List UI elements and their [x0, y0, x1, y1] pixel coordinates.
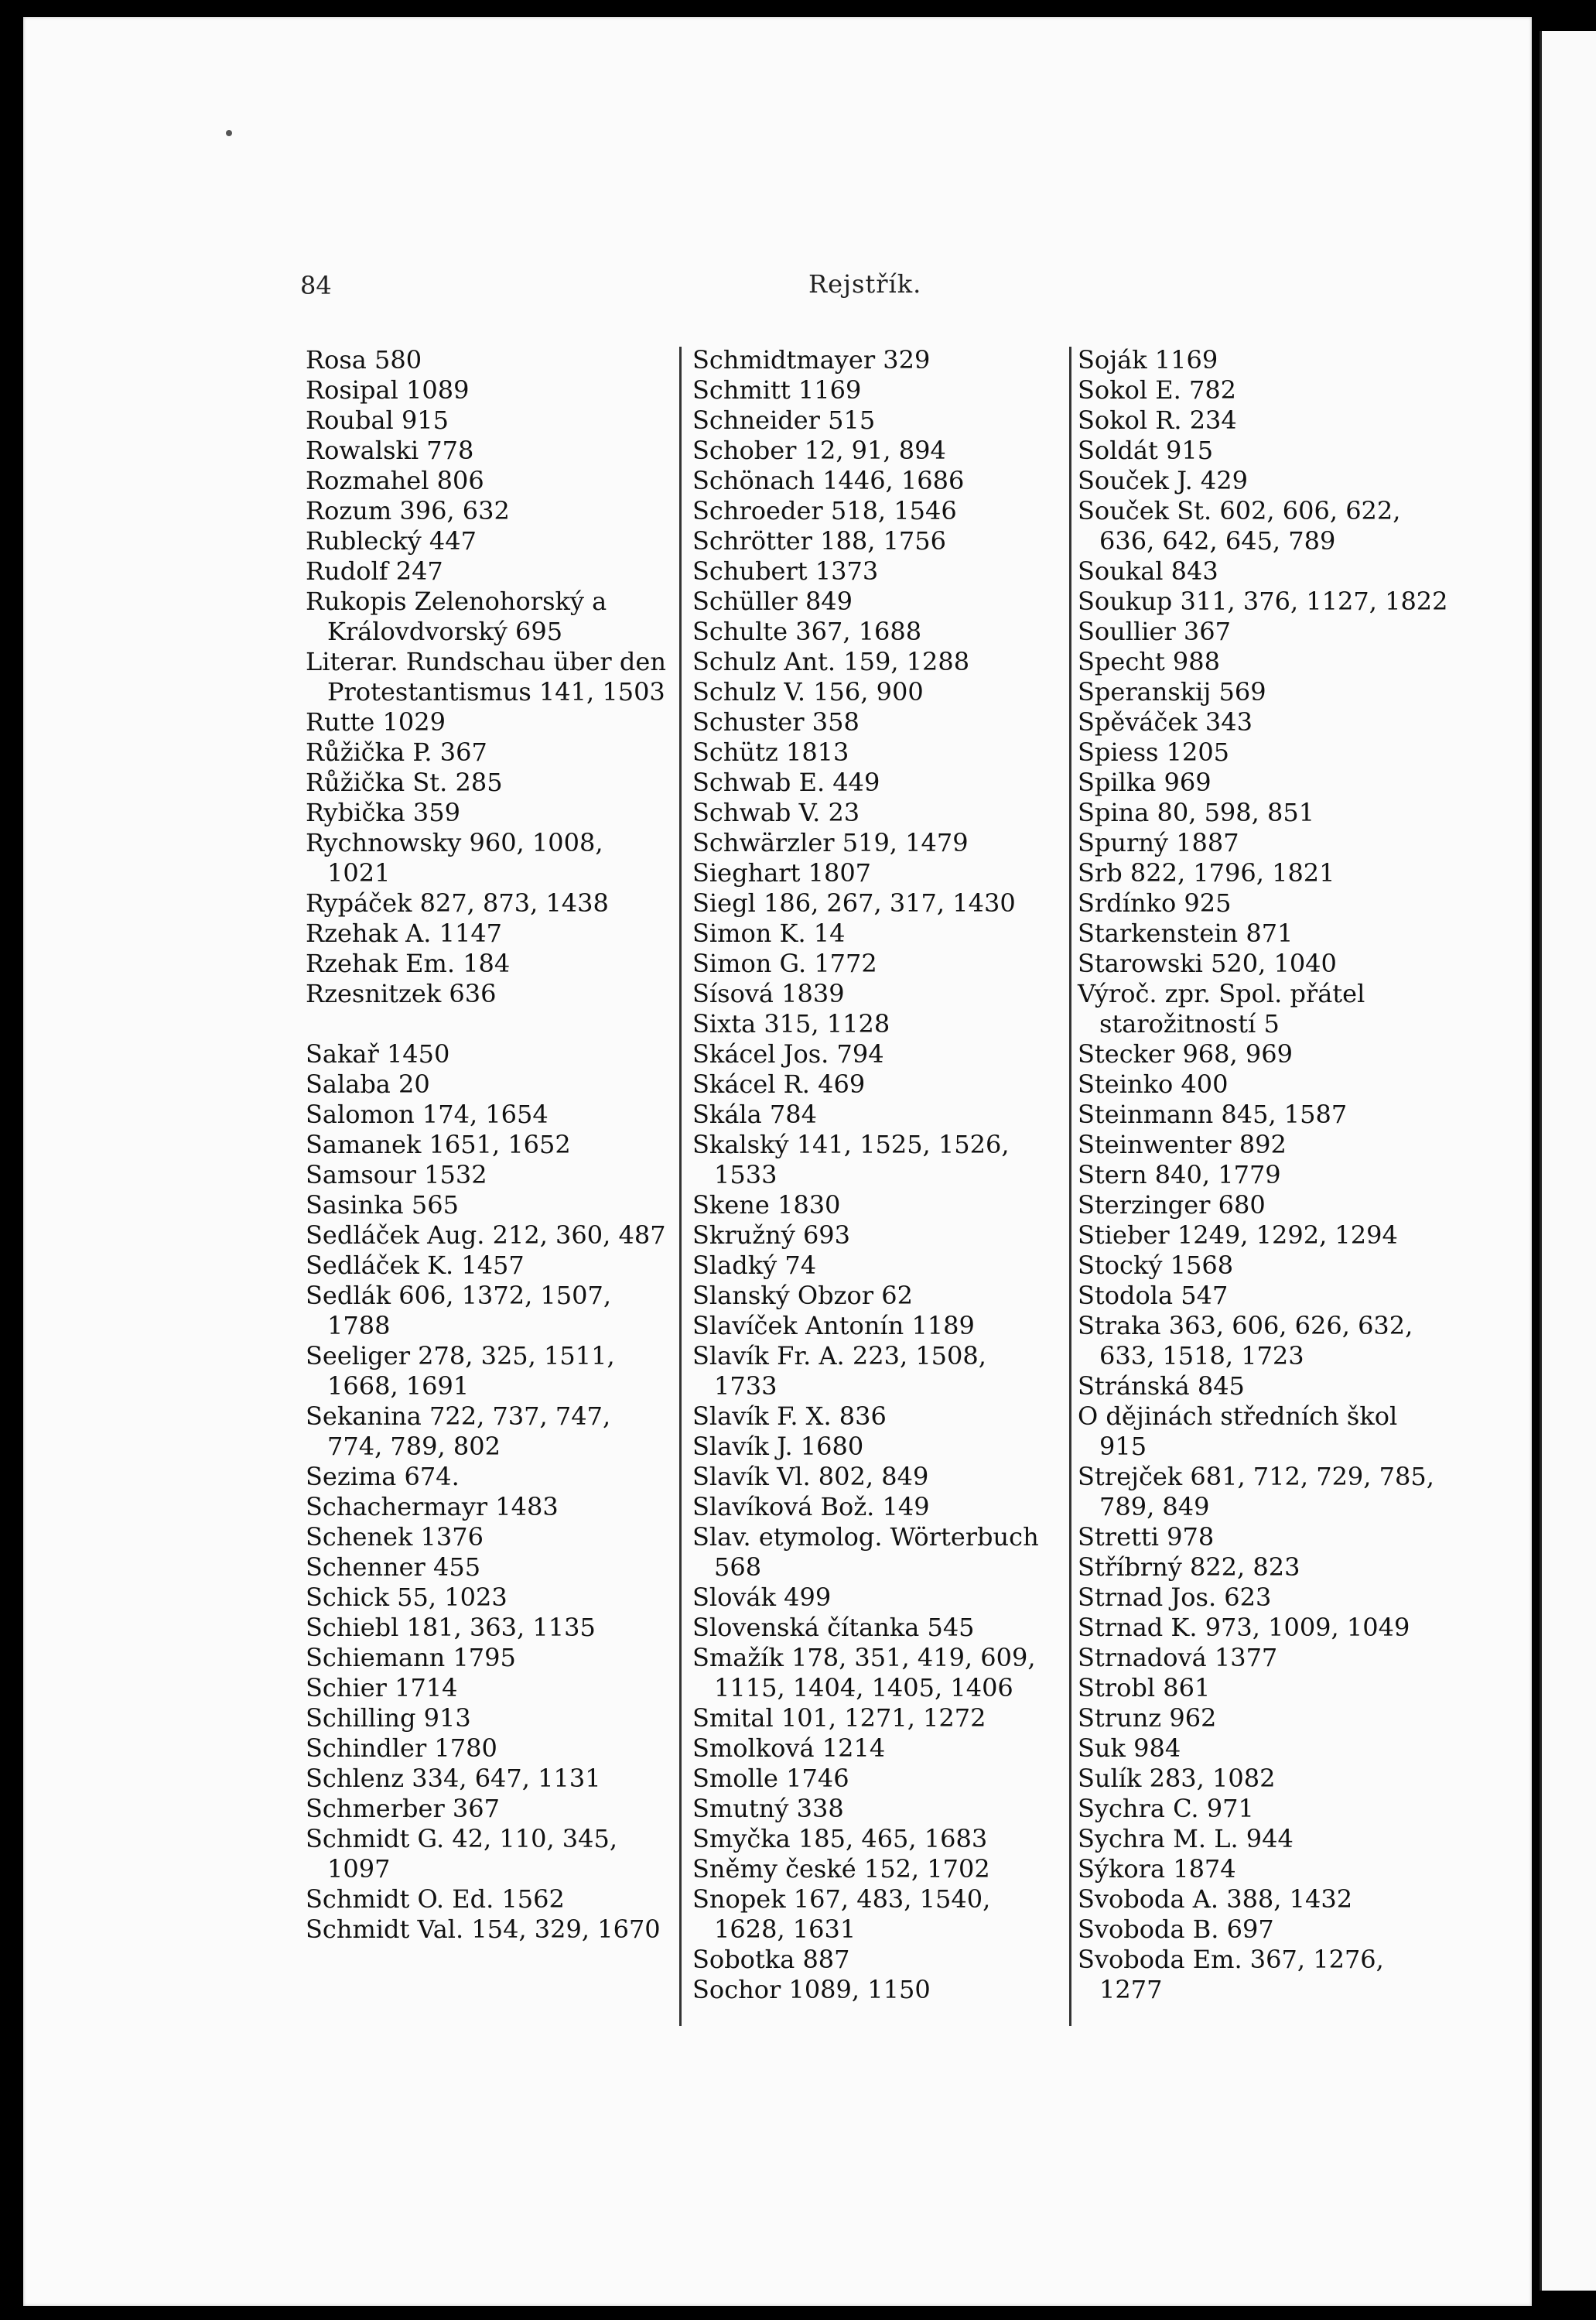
index-entry: Siegl 186, 267, 317, 1430 — [692, 888, 1016, 918]
index-entry: Soldát 915 — [1078, 436, 1214, 465]
index-entry: Rutte 1029 — [306, 707, 446, 737]
index-entry: Sulík 283, 1082 — [1078, 1764, 1276, 1793]
index-entry: Strnad Jos. 623 — [1078, 1583, 1272, 1612]
index-entry: Samanek 1651, 1652 — [306, 1130, 571, 1159]
index-entry: Výroč. zpr. Spol. přátel starožitností 5 — [1078, 979, 1365, 1039]
index-entry: Sedláček Aug. 212, 360, 487 — [306, 1220, 666, 1250]
index-entry: Schmerber 367 — [306, 1794, 500, 1823]
index-entry: Rublecký 447 — [306, 526, 477, 556]
index-entry: Schulz V. 156, 900 — [692, 677, 924, 707]
index-entry: Sokol E. 782 — [1078, 375, 1237, 405]
index-entry: Schubert 1373 — [692, 556, 879, 586]
index-entry: Stodola 547 — [1078, 1281, 1229, 1310]
index-entry: Schlenz 334, 647, 1131 — [306, 1764, 601, 1793]
index-entry: Schroeder 518, 1546 — [692, 496, 957, 525]
index-entry: Sieghart 1807 — [692, 858, 872, 888]
index-entry: Skála 784 — [692, 1100, 817, 1129]
index-entry: Růžička P. 367 — [306, 737, 487, 767]
index-entry: Salaba 20 — [306, 1069, 430, 1099]
index-entry: Sasinka 565 — [306, 1190, 459, 1220]
index-entry: Schuster 358 — [692, 707, 860, 737]
index-entry: Skene 1830 — [692, 1190, 841, 1220]
index-entry: Schober 12, 91, 894 — [692, 436, 946, 465]
index-entry: Schiemann 1795 — [306, 1643, 516, 1672]
index-entry: Rychnowsky 960, 1008, 1021 — [306, 828, 603, 888]
index-entry: Starowski 520, 1040 — [1078, 949, 1337, 978]
index-entry: Sýkora 1874 — [1078, 1854, 1236, 1884]
index-entry: Rzehak A. 1147 — [306, 919, 503, 948]
index-entry: Slav. etymolog. Wörterbuch 568 — [692, 1522, 1039, 1582]
index-entry: Spiess 1205 — [1078, 737, 1230, 767]
index-entry: Slavíková Bož. 149 — [692, 1492, 930, 1521]
index-entry: Sochor 1089, 1150 — [692, 1975, 931, 2004]
index-entry: Smažík 178, 351, 419, 609, 1115, 1404, 1405, 1406 — [692, 1643, 1036, 1702]
index-entry: Schneider 515 — [692, 405, 876, 435]
index-column-2 — [692, 345, 1056, 2005]
index-entry: Skružný 693 — [692, 1220, 851, 1250]
index-entry: Starkenstein 871 — [1078, 919, 1294, 948]
index-entry: Sísová 1839 — [692, 979, 845, 1008]
index-entry: Skácel R. 469 — [692, 1069, 866, 1099]
index-entry: Stecker 968, 969 — [1078, 1039, 1293, 1069]
index-entry: Rozmahel 806 — [306, 466, 484, 495]
index-entry: Specht 988 — [1078, 647, 1220, 676]
index-entry: Schindler 1780 — [306, 1733, 497, 1763]
index-entry: Sněmy české 152, 1702 — [692, 1854, 990, 1884]
index-entry: Stříbrný 822, 823 — [1078, 1552, 1300, 1582]
column-rule-2 — [1069, 347, 1071, 2026]
index-entry: Rybička 359 — [306, 798, 460, 827]
index-entry: Schiebl 181, 363, 1135 — [306, 1613, 596, 1642]
index-entry: Soják 1169 — [1078, 345, 1218, 375]
index-entry: Slavík J. 1680 — [692, 1432, 864, 1461]
index-entry: Sladký 74 — [692, 1251, 817, 1280]
index-entry: Skalský 141, 1525, 1526, 1533 — [692, 1130, 1010, 1189]
index-entry: Schilling 913 — [306, 1703, 471, 1733]
index-entry: Sychra M. L. 944 — [1078, 1824, 1294, 1853]
index-entry: Rozum 396, 632 — [306, 496, 510, 525]
index-entry: Rowalski 778 — [306, 436, 474, 465]
index-entry: Smital 101, 1271, 1272 — [692, 1703, 986, 1733]
index-entry: Sobotka 887 — [692, 1945, 850, 1974]
running-head: Rejstřík. — [808, 269, 922, 299]
index-entry: Simon G. 1772 — [692, 949, 877, 978]
index-entry: Souček J. 429 — [1078, 466, 1248, 495]
index-entry: Snopek 167, 483, 1540, 1628, 1631 — [692, 1884, 991, 1944]
index-entry: Rypáček 827, 873, 1438 — [306, 888, 609, 918]
index-entry: Stretti 978 — [1078, 1522, 1215, 1552]
index-entry: Rosa 580 — [306, 345, 422, 375]
column-rule-1 — [679, 347, 682, 2026]
index-entry: Slavík Vl. 802, 849 — [692, 1462, 929, 1491]
index-entry: Svoboda A. 388, 1432 — [1078, 1884, 1353, 1914]
index-entry: Steinmann 845, 1587 — [1078, 1100, 1348, 1129]
adjacent-page-edge — [1540, 31, 1596, 2291]
index-entry: Sixta 315, 1128 — [692, 1009, 890, 1039]
index-entry: Soukup 311, 376, 1127, 1822 — [1078, 587, 1448, 616]
index-entry: Schütz 1813 — [692, 737, 849, 767]
index-entry: Schwärzler 519, 1479 — [692, 828, 969, 857]
section-gap — [306, 1009, 669, 1039]
index-entry: Rukopis Zelenohorský a Královdvorský 695 — [306, 587, 607, 646]
index-entry: Steinko 400 — [1078, 1069, 1229, 1099]
index-entry: Speranskij 569 — [1078, 677, 1266, 707]
index-entry: Strnadová 1377 — [1078, 1643, 1278, 1672]
index-entry: Spina 80, 598, 851 — [1078, 798, 1315, 827]
index-entry: Sychra C. 971 — [1078, 1794, 1254, 1823]
index-entry: Schmidt Val. 154, 329, 1670 — [306, 1915, 661, 1944]
index-entry: Soukal 843 — [1078, 556, 1218, 586]
index-entry: Schmidt O. Ed. 1562 — [306, 1884, 565, 1914]
index-entry: Schwab E. 449 — [692, 768, 880, 797]
index-entry: Schenek 1376 — [306, 1522, 484, 1552]
index-entry: Schier 1714 — [306, 1673, 458, 1702]
index-entry: O dějinách středních škol 915 — [1078, 1401, 1398, 1461]
index-entry: Rosipal 1089 — [306, 375, 470, 405]
index-entry: Schick 55, 1023 — [306, 1583, 508, 1612]
index-entry: Sokol R. 234 — [1078, 405, 1237, 435]
index-entry: Schönach 1446, 1686 — [692, 466, 965, 495]
index-entry: Rzehak Em. 184 — [306, 949, 511, 978]
index-entry: Smyčka 185, 465, 1683 — [692, 1824, 988, 1853]
index-column-1 — [306, 345, 669, 1945]
index-entry: Suk 984 — [1078, 1733, 1181, 1763]
index-column-3 — [1078, 345, 1449, 2005]
index-entry: Slavík Fr. A. 223, 1508, 1733 — [692, 1341, 986, 1401]
index-entry: Srdínko 925 — [1078, 888, 1232, 918]
index-entry: Steinwenter 892 — [1078, 1130, 1287, 1159]
index-entry: Rzesnitzek 636 — [306, 979, 497, 1008]
index-entry: Smolle 1746 — [692, 1764, 849, 1793]
index-entry: Seeliger 278, 325, 1511, 1668, 1691 — [306, 1341, 615, 1401]
index-entry: Stránská 845 — [1078, 1371, 1245, 1401]
index-entry: Smutný 338 — [692, 1794, 844, 1823]
index-entry: Schwab V. 23 — [692, 798, 860, 827]
index-entry: Slavíček Antonín 1189 — [692, 1311, 975, 1340]
index-entry: Svoboda B. 697 — [1078, 1915, 1274, 1944]
ink-speck — [226, 130, 232, 136]
index-entry: Simon K. 14 — [692, 919, 846, 948]
index-entry: Růžička St. 285 — [306, 768, 503, 797]
index-entry: Srb 822, 1796, 1821 — [1078, 858, 1335, 888]
index-entry: Svoboda Em. 367, 1276, 1277 — [1078, 1945, 1384, 2004]
page-number: 84 — [300, 271, 332, 300]
index-entry: Roubal 915 — [306, 405, 449, 435]
index-entry: Rudolf 247 — [306, 556, 443, 586]
index-entry: Schüller 849 — [692, 587, 853, 616]
index-entry: Spěváček 343 — [1078, 707, 1253, 737]
index-entry: Stocký 1568 — [1078, 1251, 1234, 1280]
index-entry: Schulz Ant. 159, 1288 — [692, 647, 970, 676]
index-entry: Stern 840, 1779 — [1078, 1160, 1281, 1189]
index-entry: Salomon 174, 1654 — [306, 1100, 549, 1129]
index-entry: Spurný 1887 — [1078, 828, 1239, 857]
index-entry: Stieber 1249, 1292, 1294 — [1078, 1220, 1398, 1250]
index-entry: Strnad K. 973, 1009, 1049 — [1078, 1613, 1410, 1642]
index-entry: Sezima 674. — [306, 1462, 460, 1491]
index-entry: Sedlák 606, 1372, 1507, 1788 — [306, 1281, 612, 1340]
index-entry: Sedláček K. 1457 — [306, 1251, 525, 1280]
index-entry: Sekanina 722, 737, 747, 774, 789, 802 — [306, 1401, 611, 1461]
index-entry: Sakař 1450 — [306, 1039, 450, 1069]
index-entry: Schmitt 1169 — [692, 375, 862, 405]
index-entry: Slavík F. X. 836 — [692, 1401, 887, 1431]
index-entry: Smolková 1214 — [692, 1733, 886, 1763]
index-entry: Slovák 499 — [692, 1583, 832, 1612]
index-entry: Skácel Jos. 794 — [692, 1039, 884, 1069]
index-entry: Schenner 455 — [306, 1552, 481, 1582]
index-entry: Samsour 1532 — [306, 1160, 487, 1189]
index-entry: Strejček 681, 712, 729, 785, 789, 849 — [1078, 1462, 1434, 1521]
index-entry: Schulte 367, 1688 — [692, 617, 922, 646]
index-entry: Literar. Rundschau über den Protestantismus 141, 1503 — [306, 647, 666, 707]
index-entry: Schmidt G. 42, 110, 345, 1097 — [306, 1824, 618, 1884]
index-entry: Schmidtmayer 329 — [692, 345, 931, 375]
index-entry: Spilka 969 — [1078, 768, 1212, 797]
index-entry: Strobl 861 — [1078, 1673, 1211, 1702]
index-entry: Sterzinger 680 — [1078, 1190, 1266, 1220]
index-entry: Slovenská čítanka 545 — [692, 1613, 975, 1642]
index-entry: Souček St. 602, 606, 622, 636, 642, 645, 789 — [1078, 496, 1401, 556]
index-entry: Schrötter 188, 1756 — [692, 526, 946, 556]
index-entry: Straka 363, 606, 626, 632, 633, 1518, 1723 — [1078, 1311, 1413, 1370]
index-entry: Strunz 962 — [1078, 1703, 1217, 1733]
index-entry: Slanský Obzor 62 — [692, 1281, 913, 1310]
index-entry: Schachermayr 1483 — [306, 1492, 559, 1521]
index-entry: Soullier 367 — [1078, 617, 1231, 646]
